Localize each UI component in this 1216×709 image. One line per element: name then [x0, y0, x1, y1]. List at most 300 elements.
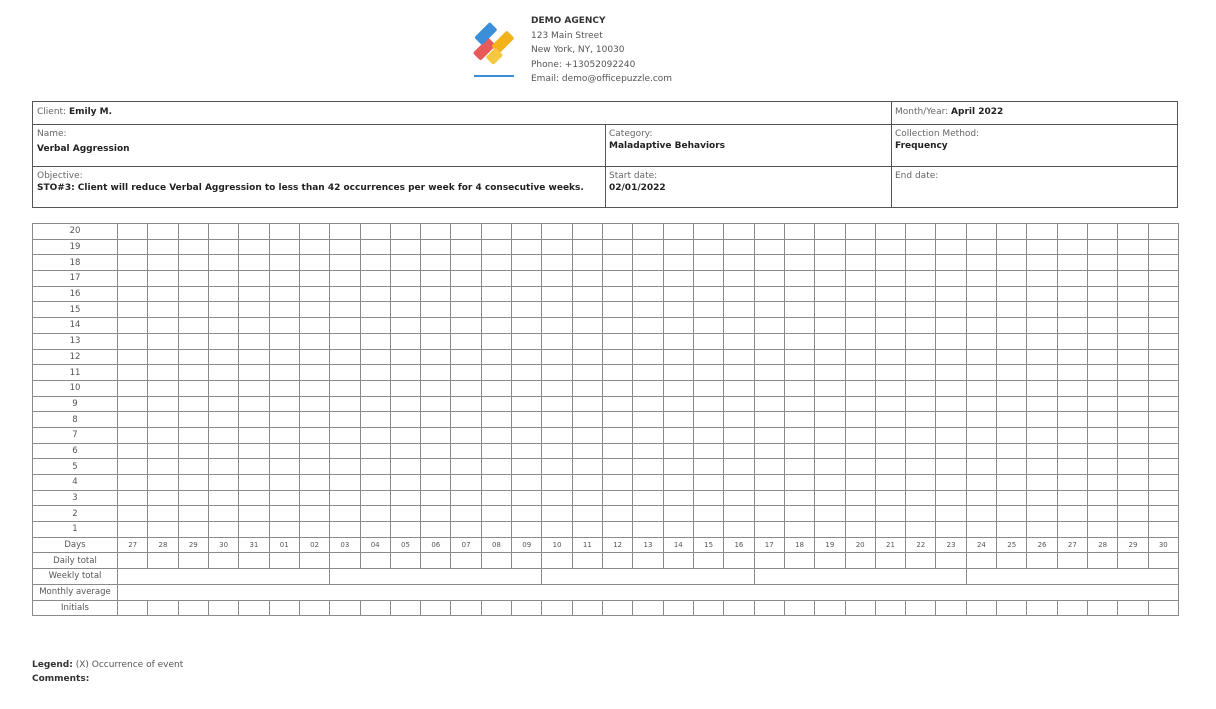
tally-cell[interactable] [178, 224, 208, 240]
tally-cell[interactable] [1148, 396, 1178, 412]
tally-cell[interactable] [724, 255, 754, 271]
tally-cell[interactable] [148, 427, 178, 443]
tally-cell[interactable] [784, 459, 814, 475]
tally-cell[interactable] [693, 459, 723, 475]
tally-cell[interactable] [360, 255, 390, 271]
tally-cell[interactable] [906, 318, 936, 334]
tally-cell[interactable] [451, 412, 481, 428]
tally-cell[interactable] [997, 255, 1027, 271]
tally-cell[interactable] [1148, 459, 1178, 475]
tally-cell[interactable] [875, 427, 905, 443]
tally-cell[interactable] [451, 333, 481, 349]
tally-cell[interactable] [118, 333, 148, 349]
tally-cell[interactable] [451, 349, 481, 365]
tally-cell[interactable] [936, 333, 966, 349]
tally-cell[interactable] [299, 396, 329, 412]
tally-cell[interactable] [815, 333, 845, 349]
tally-cell[interactable] [1148, 365, 1178, 381]
tally-cell[interactable] [178, 239, 208, 255]
tally-cell[interactable] [451, 255, 481, 271]
tally-cell[interactable] [633, 475, 663, 491]
tally-cell[interactable] [1088, 396, 1118, 412]
tally-cell[interactable] [239, 302, 269, 318]
tally-cell[interactable] [451, 427, 481, 443]
tally-cell[interactable] [330, 396, 360, 412]
tally-cell[interactable] [936, 459, 966, 475]
tally-cell[interactable] [966, 475, 996, 491]
tally-cell[interactable] [845, 459, 875, 475]
tally-cell[interactable] [512, 443, 542, 459]
tally-cell[interactable] [208, 271, 238, 287]
daily-total-cell[interactable] [1148, 553, 1178, 569]
tally-cell[interactable] [451, 271, 481, 287]
tally-cell[interactable] [421, 427, 451, 443]
tally-cell[interactable] [269, 380, 299, 396]
tally-cell[interactable] [330, 475, 360, 491]
tally-cell[interactable] [360, 302, 390, 318]
tally-cell[interactable] [481, 239, 511, 255]
tally-cell[interactable] [118, 224, 148, 240]
tally-cell[interactable] [148, 318, 178, 334]
tally-cell[interactable] [330, 459, 360, 475]
tally-cell[interactable] [148, 224, 178, 240]
tally-cell[interactable] [603, 255, 633, 271]
tally-cell[interactable] [754, 318, 784, 334]
tally-cell[interactable] [542, 506, 572, 522]
tally-cell[interactable] [875, 255, 905, 271]
tally-cell[interactable] [966, 522, 996, 538]
initials-cell[interactable] [633, 600, 663, 616]
tally-cell[interactable] [997, 459, 1027, 475]
tally-cell[interactable] [936, 318, 966, 334]
daily-total-cell[interactable] [572, 553, 602, 569]
tally-cell[interactable] [118, 522, 148, 538]
tally-cell[interactable] [208, 380, 238, 396]
tally-cell[interactable] [754, 506, 784, 522]
tally-cell[interactable] [299, 506, 329, 522]
tally-cell[interactable] [663, 224, 693, 240]
tally-cell[interactable] [178, 333, 208, 349]
tally-cell[interactable] [845, 396, 875, 412]
tally-cell[interactable] [178, 459, 208, 475]
initials-cell[interactable] [966, 600, 996, 616]
tally-cell[interactable] [360, 475, 390, 491]
tally-cell[interactable] [966, 427, 996, 443]
tally-cell[interactable] [724, 365, 754, 381]
tally-cell[interactable] [936, 443, 966, 459]
tally-cell[interactable] [845, 506, 875, 522]
tally-cell[interactable] [633, 522, 663, 538]
tally-cell[interactable] [754, 412, 784, 428]
tally-cell[interactable] [603, 318, 633, 334]
tally-cell[interactable] [390, 443, 420, 459]
tally-cell[interactable] [360, 522, 390, 538]
tally-cell[interactable] [875, 318, 905, 334]
tally-cell[interactable] [663, 286, 693, 302]
tally-cell[interactable] [997, 286, 1027, 302]
tally-cell[interactable] [966, 349, 996, 365]
tally-cell[interactable] [118, 380, 148, 396]
tally-cell[interactable] [239, 333, 269, 349]
tally-cell[interactable] [481, 380, 511, 396]
tally-cell[interactable] [299, 349, 329, 365]
tally-cell[interactable] [269, 239, 299, 255]
tally-cell[interactable] [875, 459, 905, 475]
tally-cell[interactable] [1088, 427, 1118, 443]
tally-cell[interactable] [178, 412, 208, 428]
initials-cell[interactable] [481, 600, 511, 616]
tally-cell[interactable] [906, 443, 936, 459]
tally-cell[interactable] [997, 427, 1027, 443]
tally-cell[interactable] [118, 365, 148, 381]
tally-cell[interactable] [724, 396, 754, 412]
tally-cell[interactable] [269, 365, 299, 381]
tally-cell[interactable] [815, 318, 845, 334]
tally-cell[interactable] [1088, 365, 1118, 381]
tally-cell[interactable] [572, 239, 602, 255]
tally-cell[interactable] [693, 349, 723, 365]
tally-cell[interactable] [542, 302, 572, 318]
tally-cell[interactable] [481, 412, 511, 428]
tally-cell[interactable] [208, 427, 238, 443]
tally-cell[interactable] [481, 490, 511, 506]
tally-cell[interactable] [208, 412, 238, 428]
tally-cell[interactable] [966, 396, 996, 412]
tally-cell[interactable] [1148, 412, 1178, 428]
tally-cell[interactable] [299, 318, 329, 334]
tally-cell[interactable] [603, 333, 633, 349]
tally-cell[interactable] [603, 224, 633, 240]
tally-cell[interactable] [875, 365, 905, 381]
tally-cell[interactable] [178, 475, 208, 491]
tally-cell[interactable] [330, 380, 360, 396]
tally-cell[interactable] [360, 443, 390, 459]
tally-cell[interactable] [239, 349, 269, 365]
tally-cell[interactable] [239, 443, 269, 459]
tally-cell[interactable] [603, 459, 633, 475]
tally-cell[interactable] [572, 475, 602, 491]
tally-cell[interactable] [724, 239, 754, 255]
daily-total-cell[interactable] [512, 553, 542, 569]
tally-cell[interactable] [603, 302, 633, 318]
tally-cell[interactable] [239, 255, 269, 271]
tally-cell[interactable] [693, 271, 723, 287]
tally-cell[interactable] [693, 490, 723, 506]
tally-cell[interactable] [1027, 396, 1057, 412]
tally-cell[interactable] [603, 506, 633, 522]
tally-cell[interactable] [330, 239, 360, 255]
tally-cell[interactable] [421, 365, 451, 381]
tally-cell[interactable] [754, 443, 784, 459]
tally-cell[interactable] [299, 255, 329, 271]
tally-cell[interactable] [1118, 522, 1148, 538]
tally-cell[interactable] [784, 475, 814, 491]
tally-cell[interactable] [421, 380, 451, 396]
tally-cell[interactable] [784, 365, 814, 381]
tally-cell[interactable] [118, 302, 148, 318]
tally-cell[interactable] [1057, 522, 1087, 538]
tally-cell[interactable] [208, 522, 238, 538]
tally-cell[interactable] [966, 459, 996, 475]
tally-cell[interactable] [1148, 239, 1178, 255]
tally-cell[interactable] [421, 490, 451, 506]
tally-cell[interactable] [118, 475, 148, 491]
tally-cell[interactable] [148, 286, 178, 302]
tally-cell[interactable] [1057, 443, 1087, 459]
tally-cell[interactable] [997, 380, 1027, 396]
tally-cell[interactable] [784, 318, 814, 334]
tally-cell[interactable] [208, 443, 238, 459]
tally-cell[interactable] [360, 224, 390, 240]
tally-cell[interactable] [845, 443, 875, 459]
tally-cell[interactable] [178, 380, 208, 396]
tally-cell[interactable] [512, 349, 542, 365]
tally-cell[interactable] [208, 318, 238, 334]
tally-cell[interactable] [451, 522, 481, 538]
tally-cell[interactable] [1118, 286, 1148, 302]
tally-cell[interactable] [330, 443, 360, 459]
tally-cell[interactable] [784, 490, 814, 506]
tally-cell[interactable] [936, 396, 966, 412]
tally-cell[interactable] [1118, 396, 1148, 412]
tally-cell[interactable] [542, 239, 572, 255]
tally-cell[interactable] [1027, 506, 1057, 522]
tally-cell[interactable] [1148, 380, 1178, 396]
daily-total-cell[interactable] [936, 553, 966, 569]
tally-cell[interactable] [997, 506, 1027, 522]
tally-cell[interactable] [784, 239, 814, 255]
tally-cell[interactable] [208, 333, 238, 349]
tally-cell[interactable] [966, 255, 996, 271]
tally-cell[interactable] [724, 427, 754, 443]
tally-cell[interactable] [299, 427, 329, 443]
tally-cell[interactable] [1148, 333, 1178, 349]
initials-cell[interactable] [178, 600, 208, 616]
tally-cell[interactable] [1057, 271, 1087, 287]
daily-total-cell[interactable] [633, 553, 663, 569]
tally-cell[interactable] [784, 333, 814, 349]
tally-cell[interactable] [1088, 255, 1118, 271]
tally-cell[interactable] [754, 490, 784, 506]
tally-cell[interactable] [1057, 380, 1087, 396]
tally-cell[interactable] [178, 349, 208, 365]
tally-cell[interactable] [906, 490, 936, 506]
tally-cell[interactable] [1118, 475, 1148, 491]
tally-cell[interactable] [269, 443, 299, 459]
tally-cell[interactable] [663, 302, 693, 318]
tally-cell[interactable] [330, 427, 360, 443]
tally-cell[interactable] [633, 490, 663, 506]
tally-cell[interactable] [724, 302, 754, 318]
tally-cell[interactable] [906, 286, 936, 302]
tally-cell[interactable] [936, 255, 966, 271]
tally-cell[interactable] [966, 506, 996, 522]
tally-cell[interactable] [815, 302, 845, 318]
tally-cell[interactable] [118, 443, 148, 459]
tally-cell[interactable] [845, 475, 875, 491]
tally-cell[interactable] [906, 412, 936, 428]
tally-cell[interactable] [360, 427, 390, 443]
tally-cell[interactable] [1118, 490, 1148, 506]
tally-cell[interactable] [148, 380, 178, 396]
daily-total-cell[interactable] [148, 553, 178, 569]
tally-cell[interactable] [269, 224, 299, 240]
tally-cell[interactable] [1148, 522, 1178, 538]
tally-cell[interactable] [724, 459, 754, 475]
daily-total-cell[interactable] [1118, 553, 1148, 569]
tally-cell[interactable] [815, 459, 845, 475]
tally-cell[interactable] [845, 271, 875, 287]
tally-cell[interactable] [754, 396, 784, 412]
tally-cell[interactable] [148, 302, 178, 318]
tally-cell[interactable] [421, 522, 451, 538]
tally-cell[interactable] [633, 286, 663, 302]
tally-cell[interactable] [633, 239, 663, 255]
tally-cell[interactable] [239, 318, 269, 334]
tally-cell[interactable] [906, 427, 936, 443]
tally-cell[interactable] [1027, 318, 1057, 334]
tally-cell[interactable] [936, 286, 966, 302]
daily-total-cell[interactable] [724, 553, 754, 569]
tally-cell[interactable] [663, 412, 693, 428]
tally-cell[interactable] [1118, 380, 1148, 396]
tally-cell[interactable] [178, 302, 208, 318]
tally-cell[interactable] [330, 412, 360, 428]
tally-cell[interactable] [512, 522, 542, 538]
tally-cell[interactable] [815, 224, 845, 240]
tally-cell[interactable] [724, 224, 754, 240]
tally-cell[interactable] [572, 333, 602, 349]
tally-cell[interactable] [784, 396, 814, 412]
tally-cell[interactable] [966, 302, 996, 318]
tally-cell[interactable] [936, 271, 966, 287]
tally-cell[interactable] [239, 522, 269, 538]
tally-cell[interactable] [1057, 475, 1087, 491]
tally-cell[interactable] [299, 302, 329, 318]
tally-cell[interactable] [148, 490, 178, 506]
tally-cell[interactable] [572, 302, 602, 318]
initials-cell[interactable] [1148, 600, 1178, 616]
tally-cell[interactable] [208, 302, 238, 318]
tally-cell[interactable] [784, 302, 814, 318]
tally-cell[interactable] [875, 224, 905, 240]
tally-cell[interactable] [542, 459, 572, 475]
tally-cell[interactable] [269, 349, 299, 365]
tally-cell[interactable] [481, 459, 511, 475]
tally-cell[interactable] [1118, 427, 1148, 443]
tally-cell[interactable] [845, 318, 875, 334]
tally-cell[interactable] [390, 380, 420, 396]
tally-cell[interactable] [845, 380, 875, 396]
tally-cell[interactable] [1088, 443, 1118, 459]
tally-cell[interactable] [148, 255, 178, 271]
tally-cell[interactable] [572, 365, 602, 381]
tally-cell[interactable] [542, 380, 572, 396]
tally-cell[interactable] [663, 349, 693, 365]
initials-cell[interactable] [724, 600, 754, 616]
tally-cell[interactable] [845, 522, 875, 538]
daily-total-cell[interactable] [1057, 553, 1087, 569]
tally-cell[interactable] [1027, 443, 1057, 459]
tally-cell[interactable] [542, 271, 572, 287]
tally-cell[interactable] [875, 271, 905, 287]
tally-cell[interactable] [269, 396, 299, 412]
daily-total-cell[interactable] [906, 553, 936, 569]
daily-total-cell[interactable] [481, 553, 511, 569]
tally-cell[interactable] [512, 475, 542, 491]
tally-cell[interactable] [390, 239, 420, 255]
tally-cell[interactable] [875, 333, 905, 349]
tally-cell[interactable] [845, 365, 875, 381]
tally-cell[interactable] [178, 490, 208, 506]
tally-cell[interactable] [360, 333, 390, 349]
tally-cell[interactable] [1057, 286, 1087, 302]
tally-cell[interactable] [330, 333, 360, 349]
tally-cell[interactable] [512, 365, 542, 381]
tally-cell[interactable] [693, 412, 723, 428]
tally-cell[interactable] [875, 443, 905, 459]
tally-cell[interactable] [633, 255, 663, 271]
tally-cell[interactable] [299, 271, 329, 287]
tally-cell[interactable] [815, 412, 845, 428]
tally-cell[interactable] [633, 302, 663, 318]
tally-cell[interactable] [572, 255, 602, 271]
initials-cell[interactable] [451, 600, 481, 616]
tally-cell[interactable] [360, 396, 390, 412]
tally-cell[interactable] [906, 522, 936, 538]
tally-cell[interactable] [118, 396, 148, 412]
tally-cell[interactable] [936, 224, 966, 240]
initials-cell[interactable] [603, 600, 633, 616]
tally-cell[interactable] [481, 333, 511, 349]
initials-cell[interactable] [1027, 600, 1057, 616]
tally-cell[interactable] [1027, 302, 1057, 318]
tally-cell[interactable] [784, 443, 814, 459]
initials-cell[interactable] [360, 600, 390, 616]
tally-cell[interactable] [784, 271, 814, 287]
tally-cell[interactable] [724, 443, 754, 459]
tally-cell[interactable] [360, 365, 390, 381]
weekly-total-cell[interactable] [754, 569, 966, 585]
tally-cell[interactable] [1088, 412, 1118, 428]
tally-cell[interactable] [269, 522, 299, 538]
tally-cell[interactable] [118, 412, 148, 428]
tally-cell[interactable] [572, 318, 602, 334]
tally-cell[interactable] [784, 427, 814, 443]
tally-cell[interactable] [784, 506, 814, 522]
tally-cell[interactable] [693, 365, 723, 381]
tally-cell[interactable] [1148, 427, 1178, 443]
tally-cell[interactable] [512, 396, 542, 412]
tally-cell[interactable] [693, 443, 723, 459]
tally-cell[interactable] [542, 318, 572, 334]
tally-cell[interactable] [1027, 490, 1057, 506]
tally-cell[interactable] [693, 427, 723, 443]
tally-cell[interactable] [269, 490, 299, 506]
tally-cell[interactable] [269, 302, 299, 318]
tally-cell[interactable] [512, 427, 542, 443]
tally-cell[interactable] [845, 412, 875, 428]
initials-cell[interactable] [148, 600, 178, 616]
weekly-total-cell[interactable] [330, 569, 542, 585]
tally-cell[interactable] [542, 427, 572, 443]
tally-cell[interactable] [906, 349, 936, 365]
tally-cell[interactable] [724, 349, 754, 365]
tally-cell[interactable] [118, 271, 148, 287]
tally-cell[interactable] [754, 522, 784, 538]
tally-cell[interactable] [299, 412, 329, 428]
tally-cell[interactable] [1118, 333, 1148, 349]
